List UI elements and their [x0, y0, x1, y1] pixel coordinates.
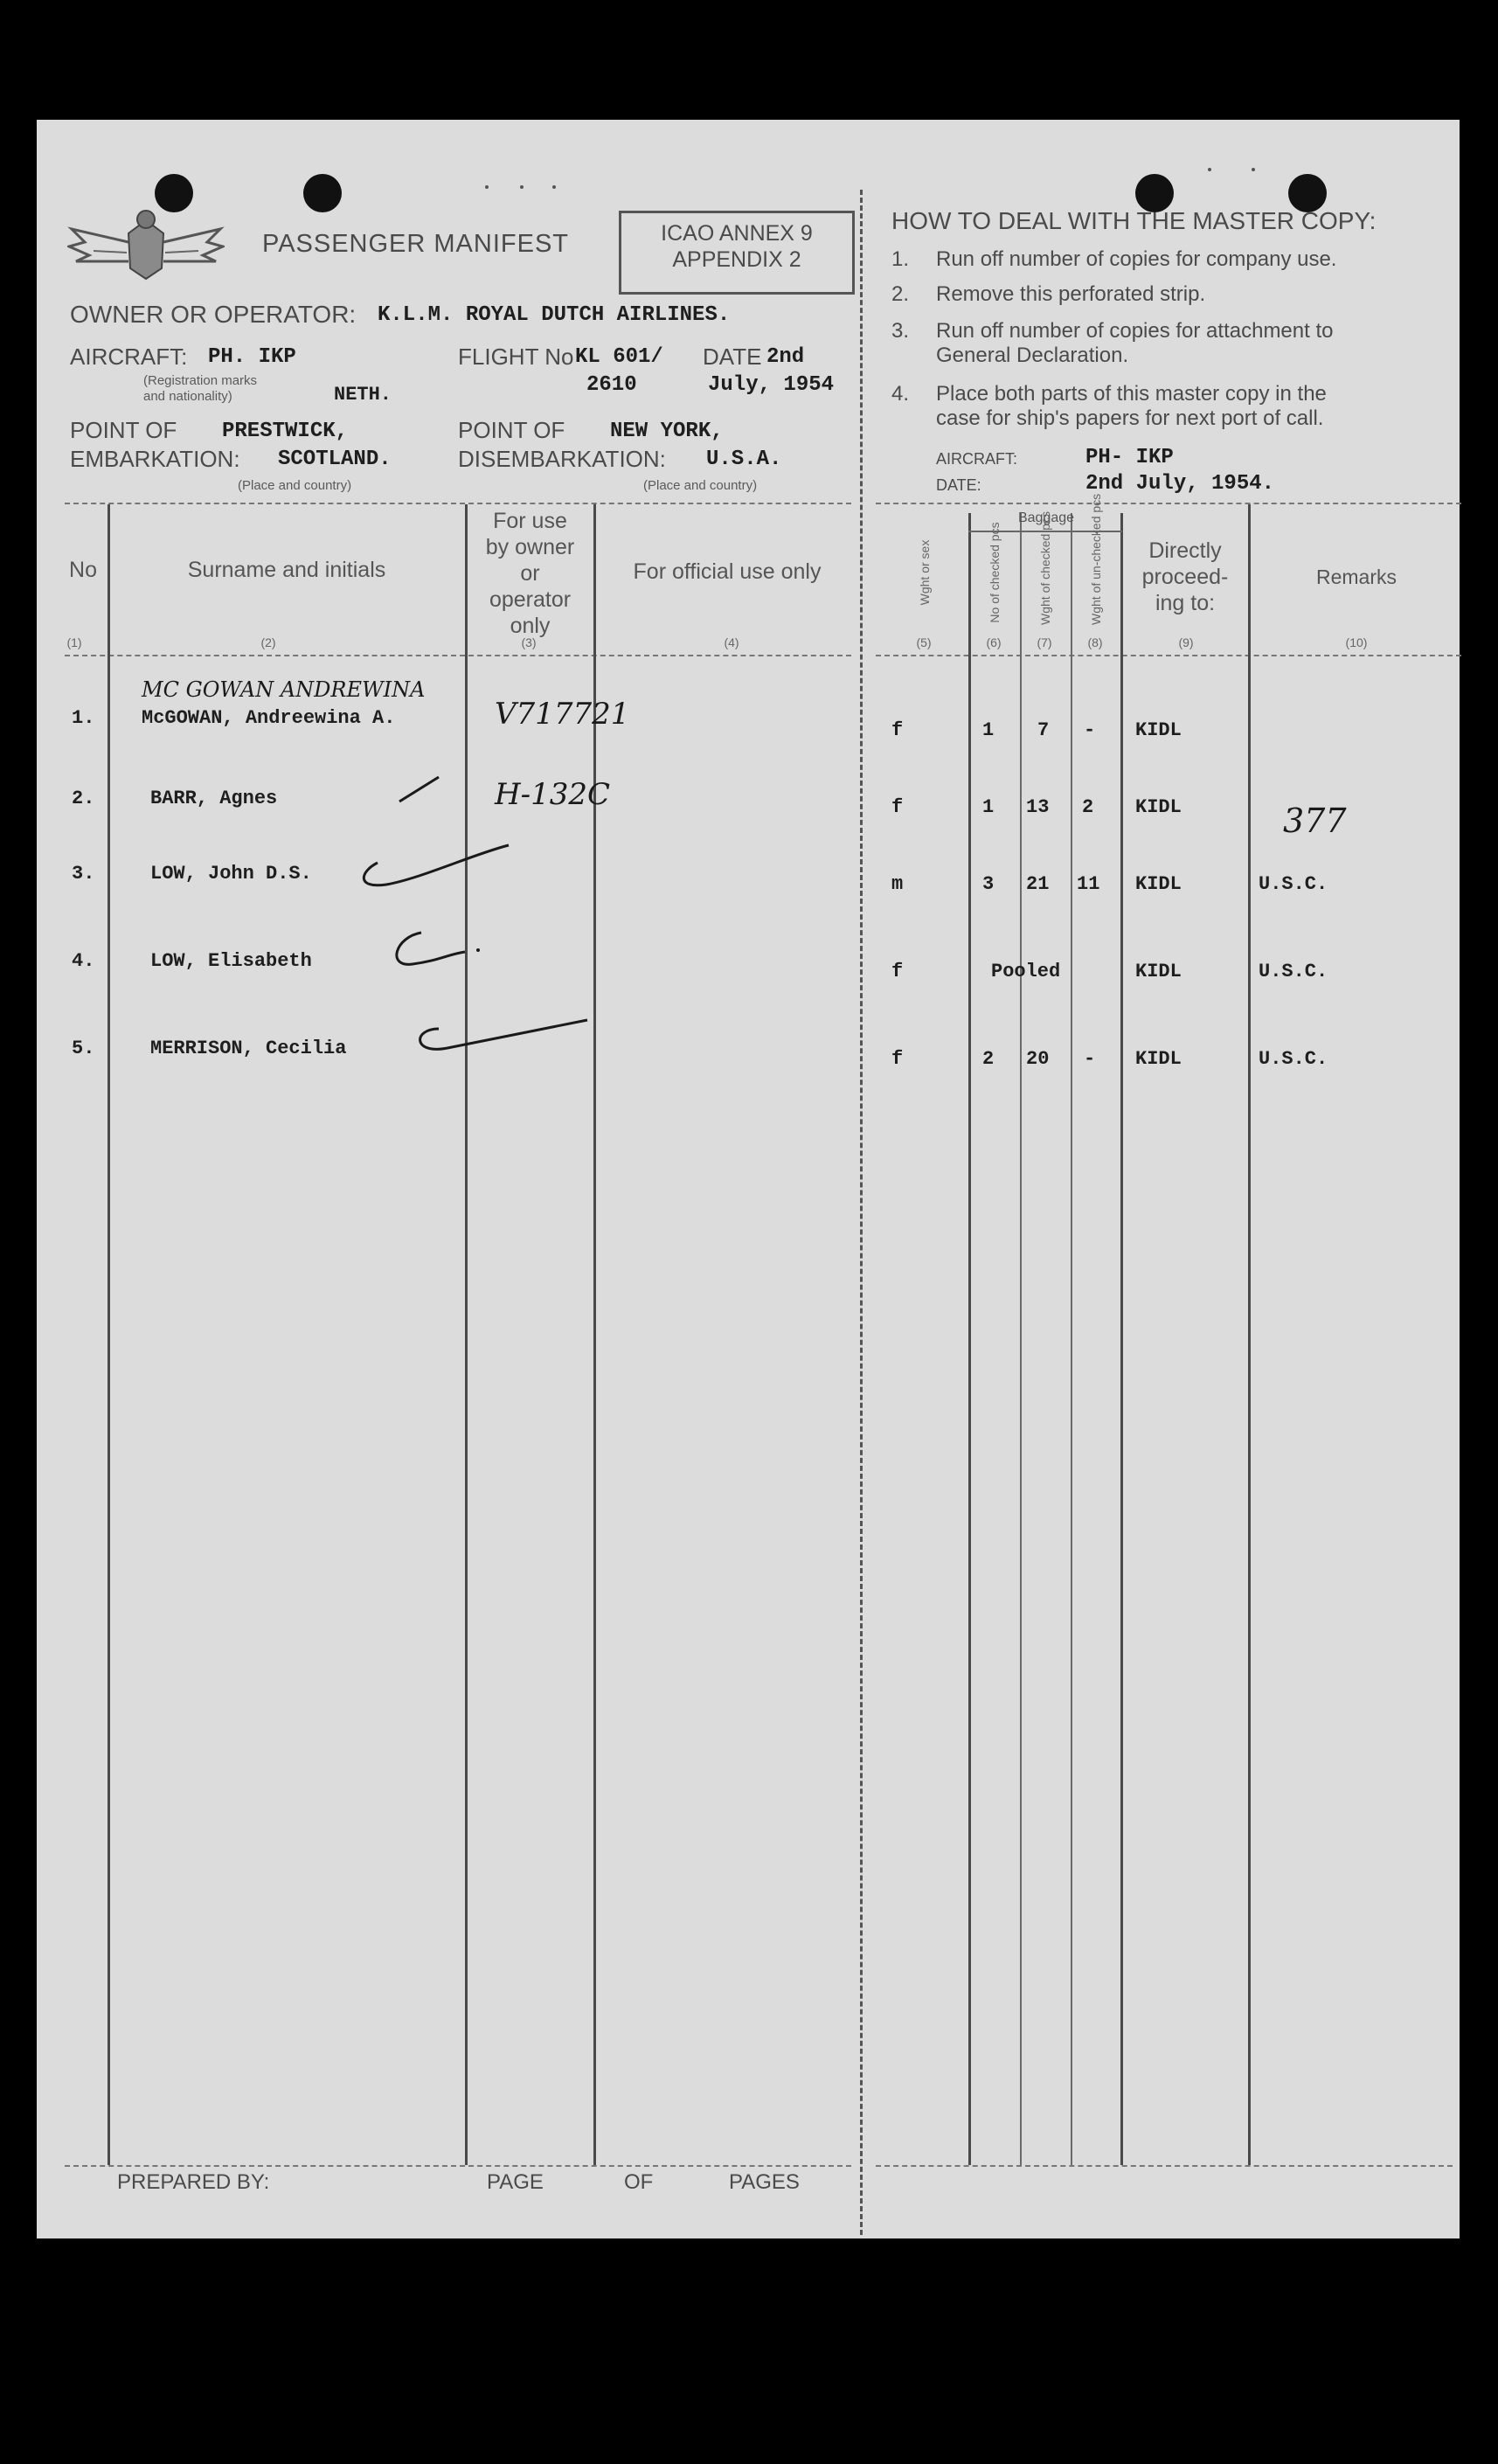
col-header-checked-pcs: No of checked pcs — [988, 522, 1002, 623]
row-remarks: 377 — [1283, 802, 1347, 840]
col-header-surname: Surname and initials — [187, 558, 386, 582]
row-name: BARR, Agnes — [150, 788, 278, 809]
row-sex: f — [891, 961, 904, 982]
embarkation-label-2: EMBARKATION: — [70, 446, 240, 472]
page-title: PASSENGER MANIFEST — [262, 230, 570, 258]
row-pcs: 1 — [982, 719, 995, 741]
header-top-rule-left — [65, 503, 851, 504]
row-no: 4. — [72, 950, 95, 972]
row-unchecked: 11 — [1077, 873, 1100, 895]
row-unchecked: - — [1084, 1048, 1096, 1070]
page-label: PAGE — [487, 2170, 544, 2194]
col-line-8 — [1120, 513, 1123, 2165]
col-header-owner-3: or — [520, 561, 540, 586]
col-header-directly-3: ing to: — [1155, 591, 1216, 615]
col-header-owner-2: by owner — [485, 535, 575, 559]
col-header-owner-5: only — [510, 614, 551, 638]
disembarkation-value-2: U.S.A. — [706, 448, 782, 471]
owner-value: K.L.M. ROYAL DUTCH AIRLINES. — [378, 303, 731, 327]
col-header-owner-1: For use — [493, 509, 567, 533]
row-weight: 20 — [1026, 1048, 1050, 1070]
row-dest: KIDL — [1135, 796, 1182, 818]
embarkation-value-1: PRESTWICK, — [222, 420, 349, 443]
col-header-sex: Wght or sex — [918, 539, 932, 606]
row-sex: f — [891, 719, 904, 741]
row-name: MERRISON, Cecilia — [150, 1038, 347, 1059]
speck — [552, 185, 556, 189]
footer-rule-left — [65, 2165, 851, 2167]
col-number-1: (1) — [66, 635, 82, 649]
aircraft-sublabel-1: (Registration marks — [143, 373, 258, 388]
instruction-text-4a: Place both parts of this master copy in the — [936, 382, 1327, 406]
col-header-owner-4: operator — [489, 587, 572, 612]
col-number-7: (7) — [1037, 635, 1052, 649]
prepared-by-label: PREPARED BY: — [117, 2170, 270, 2194]
row-weight: 7 — [1037, 719, 1050, 741]
klm-crest-logo — [67, 207, 225, 290]
col-number-10: (10) — [1345, 635, 1368, 649]
row-remarks: U.S.C. — [1259, 1048, 1328, 1070]
instruction-text-2: Remove this perforated strip. — [936, 282, 1206, 306]
icao-appendix-label: APPENDIX 2 — [672, 247, 801, 272]
flight-label: FLIGHT No — [458, 344, 574, 370]
instructions-heading: HOW TO DEAL WITH THE MASTER COPY: — [891, 207, 1377, 234]
disembarkation-label-2: DISEMBARKATION: — [458, 446, 666, 472]
col-header-weight-checked: Wght of checked pcs — [1038, 511, 1052, 625]
row-dest: KIDL — [1135, 1048, 1182, 1070]
row-dest: KIDL — [1135, 719, 1182, 741]
row-name: McGOWAN, Andreewina A. — [142, 707, 396, 729]
flight-value: KL 601/ — [575, 345, 663, 369]
col-header-remarks: Remarks — [1315, 566, 1397, 588]
col-line-2 — [465, 504, 468, 2165]
speck — [1208, 168, 1211, 171]
row-no: 5. — [72, 1038, 95, 1059]
col-header-weight-unchecked: Wght of un-checked pcs — [1089, 493, 1103, 625]
instruction-num-3: 3. — [891, 319, 910, 343]
col-line-9 — [1248, 504, 1251, 2165]
punch-hole — [303, 174, 342, 212]
col-line-6 — [1020, 513, 1022, 2165]
disembarkation-label-1: POINT OF — [458, 417, 565, 443]
instruction-num-2: 2. — [891, 282, 910, 306]
row-pcs: 1 — [982, 796, 995, 818]
col-number-5: (5) — [916, 635, 932, 649]
col-line-1 — [107, 504, 110, 2165]
col-header-no: No — [69, 558, 97, 582]
instr-date-value: 2nd July, 1954. — [1085, 472, 1275, 496]
instruction-text-1: Run off number of copies for company use. — [936, 247, 1337, 271]
row-pcs: Pooled — [991, 961, 1061, 982]
pages-label: PAGES — [729, 2170, 800, 2194]
embarkation-value-2: SCOTLAND. — [278, 448, 392, 471]
header-top-rule-right — [876, 503, 1461, 504]
row-sex: f — [891, 1048, 904, 1070]
col-header-directly-1: Directly — [1148, 538, 1222, 563]
row-sex: f — [891, 796, 904, 818]
icao-annex-label: ICAO ANNEX 9 — [661, 221, 813, 246]
row-handwritten-name: MC GOWAN ANDREWINA — [142, 677, 426, 702]
instruction-text-3a: Run off number of copies for attachment to — [936, 319, 1334, 343]
col-number-8: (8) — [1087, 635, 1103, 649]
owner-label: OWNER OR OPERATOR: — [70, 301, 357, 328]
date-value-month: July, 1954 — [708, 373, 835, 397]
aircraft-value: PH. IKP — [208, 345, 296, 369]
row-sex: m — [891, 873, 904, 895]
of-label: OF — [624, 2170, 654, 2194]
aircraft-sublabel-2: and nationality) — [143, 389, 232, 404]
col-line-7 — [1071, 513, 1072, 2165]
col-number-9: (9) — [1178, 635, 1194, 649]
speck — [520, 185, 524, 189]
date-value-day: 2nd — [766, 345, 805, 369]
row-dest: KIDL — [1135, 961, 1182, 982]
col-number-3: (3) — [521, 635, 537, 649]
header-bottom-rule-left — [65, 655, 851, 656]
flight-code: 2610 — [586, 373, 637, 397]
col-header-directly-2: proceed- — [1141, 565, 1229, 589]
row-remarks: U.S.C. — [1259, 873, 1328, 895]
col-line-5 — [968, 513, 971, 2165]
row-owner-use: V717721 — [495, 697, 630, 732]
instruction-text-3b: General Declaration. — [936, 344, 1129, 367]
instr-date-label: DATE: — [936, 476, 981, 494]
row-no: 3. — [72, 863, 95, 885]
disembarkation-value-1: NEW YORK, — [610, 420, 724, 443]
row-owner-use: H-132C — [495, 777, 611, 812]
row-name: LOW, Elisabeth — [150, 950, 312, 972]
row-pcs: 2 — [982, 1048, 995, 1070]
row-weight: 21 — [1026, 873, 1050, 895]
col-header-baggage: Baggage — [1017, 510, 1075, 525]
instruction-text-4b: case for ship's papers for next port of call. — [936, 406, 1324, 430]
check-marks — [351, 767, 614, 1081]
disembarkation-note: (Place and country) — [643, 478, 758, 493]
instr-aircraft-label: AIRCRAFT: — [936, 450, 1018, 468]
row-remarks: U.S.C. — [1259, 961, 1328, 982]
aircraft-label: AIRCRAFT: — [70, 344, 188, 370]
col-number-2: (2) — [260, 635, 276, 649]
embarkation-note: (Place and country) — [238, 478, 352, 493]
embarkation-label-1: POINT OF — [70, 417, 177, 443]
footer-rule-right — [876, 2165, 1453, 2167]
header-bottom-rule-right — [876, 655, 1461, 656]
col-number-6: (6) — [986, 635, 1002, 649]
row-no: 1. — [72, 707, 95, 729]
speck — [1252, 168, 1255, 171]
date-label: DATE — [703, 344, 762, 370]
col-header-official: For official use only — [633, 559, 822, 584]
row-weight: 13 — [1026, 796, 1050, 818]
row-unchecked: 2 — [1082, 796, 1094, 818]
row-no: 2. — [72, 788, 95, 809]
row-pcs: 3 — [982, 873, 995, 895]
instr-aircraft-value: PH- IKP — [1085, 446, 1174, 469]
row-name: LOW, John D.S. — [150, 863, 312, 885]
instruction-num-1: 1. — [891, 247, 910, 271]
row-unchecked: - — [1084, 719, 1096, 741]
col-number-4: (4) — [724, 635, 739, 649]
speck — [485, 185, 489, 189]
row-dest: KIDL — [1135, 873, 1182, 895]
col-line-3 — [593, 504, 596, 2165]
aircraft-nationality: NETH. — [334, 384, 392, 406]
instruction-num-4: 4. — [891, 382, 910, 406]
perforation-line — [860, 190, 863, 2235]
manifest-sheet — [37, 120, 1460, 2238]
